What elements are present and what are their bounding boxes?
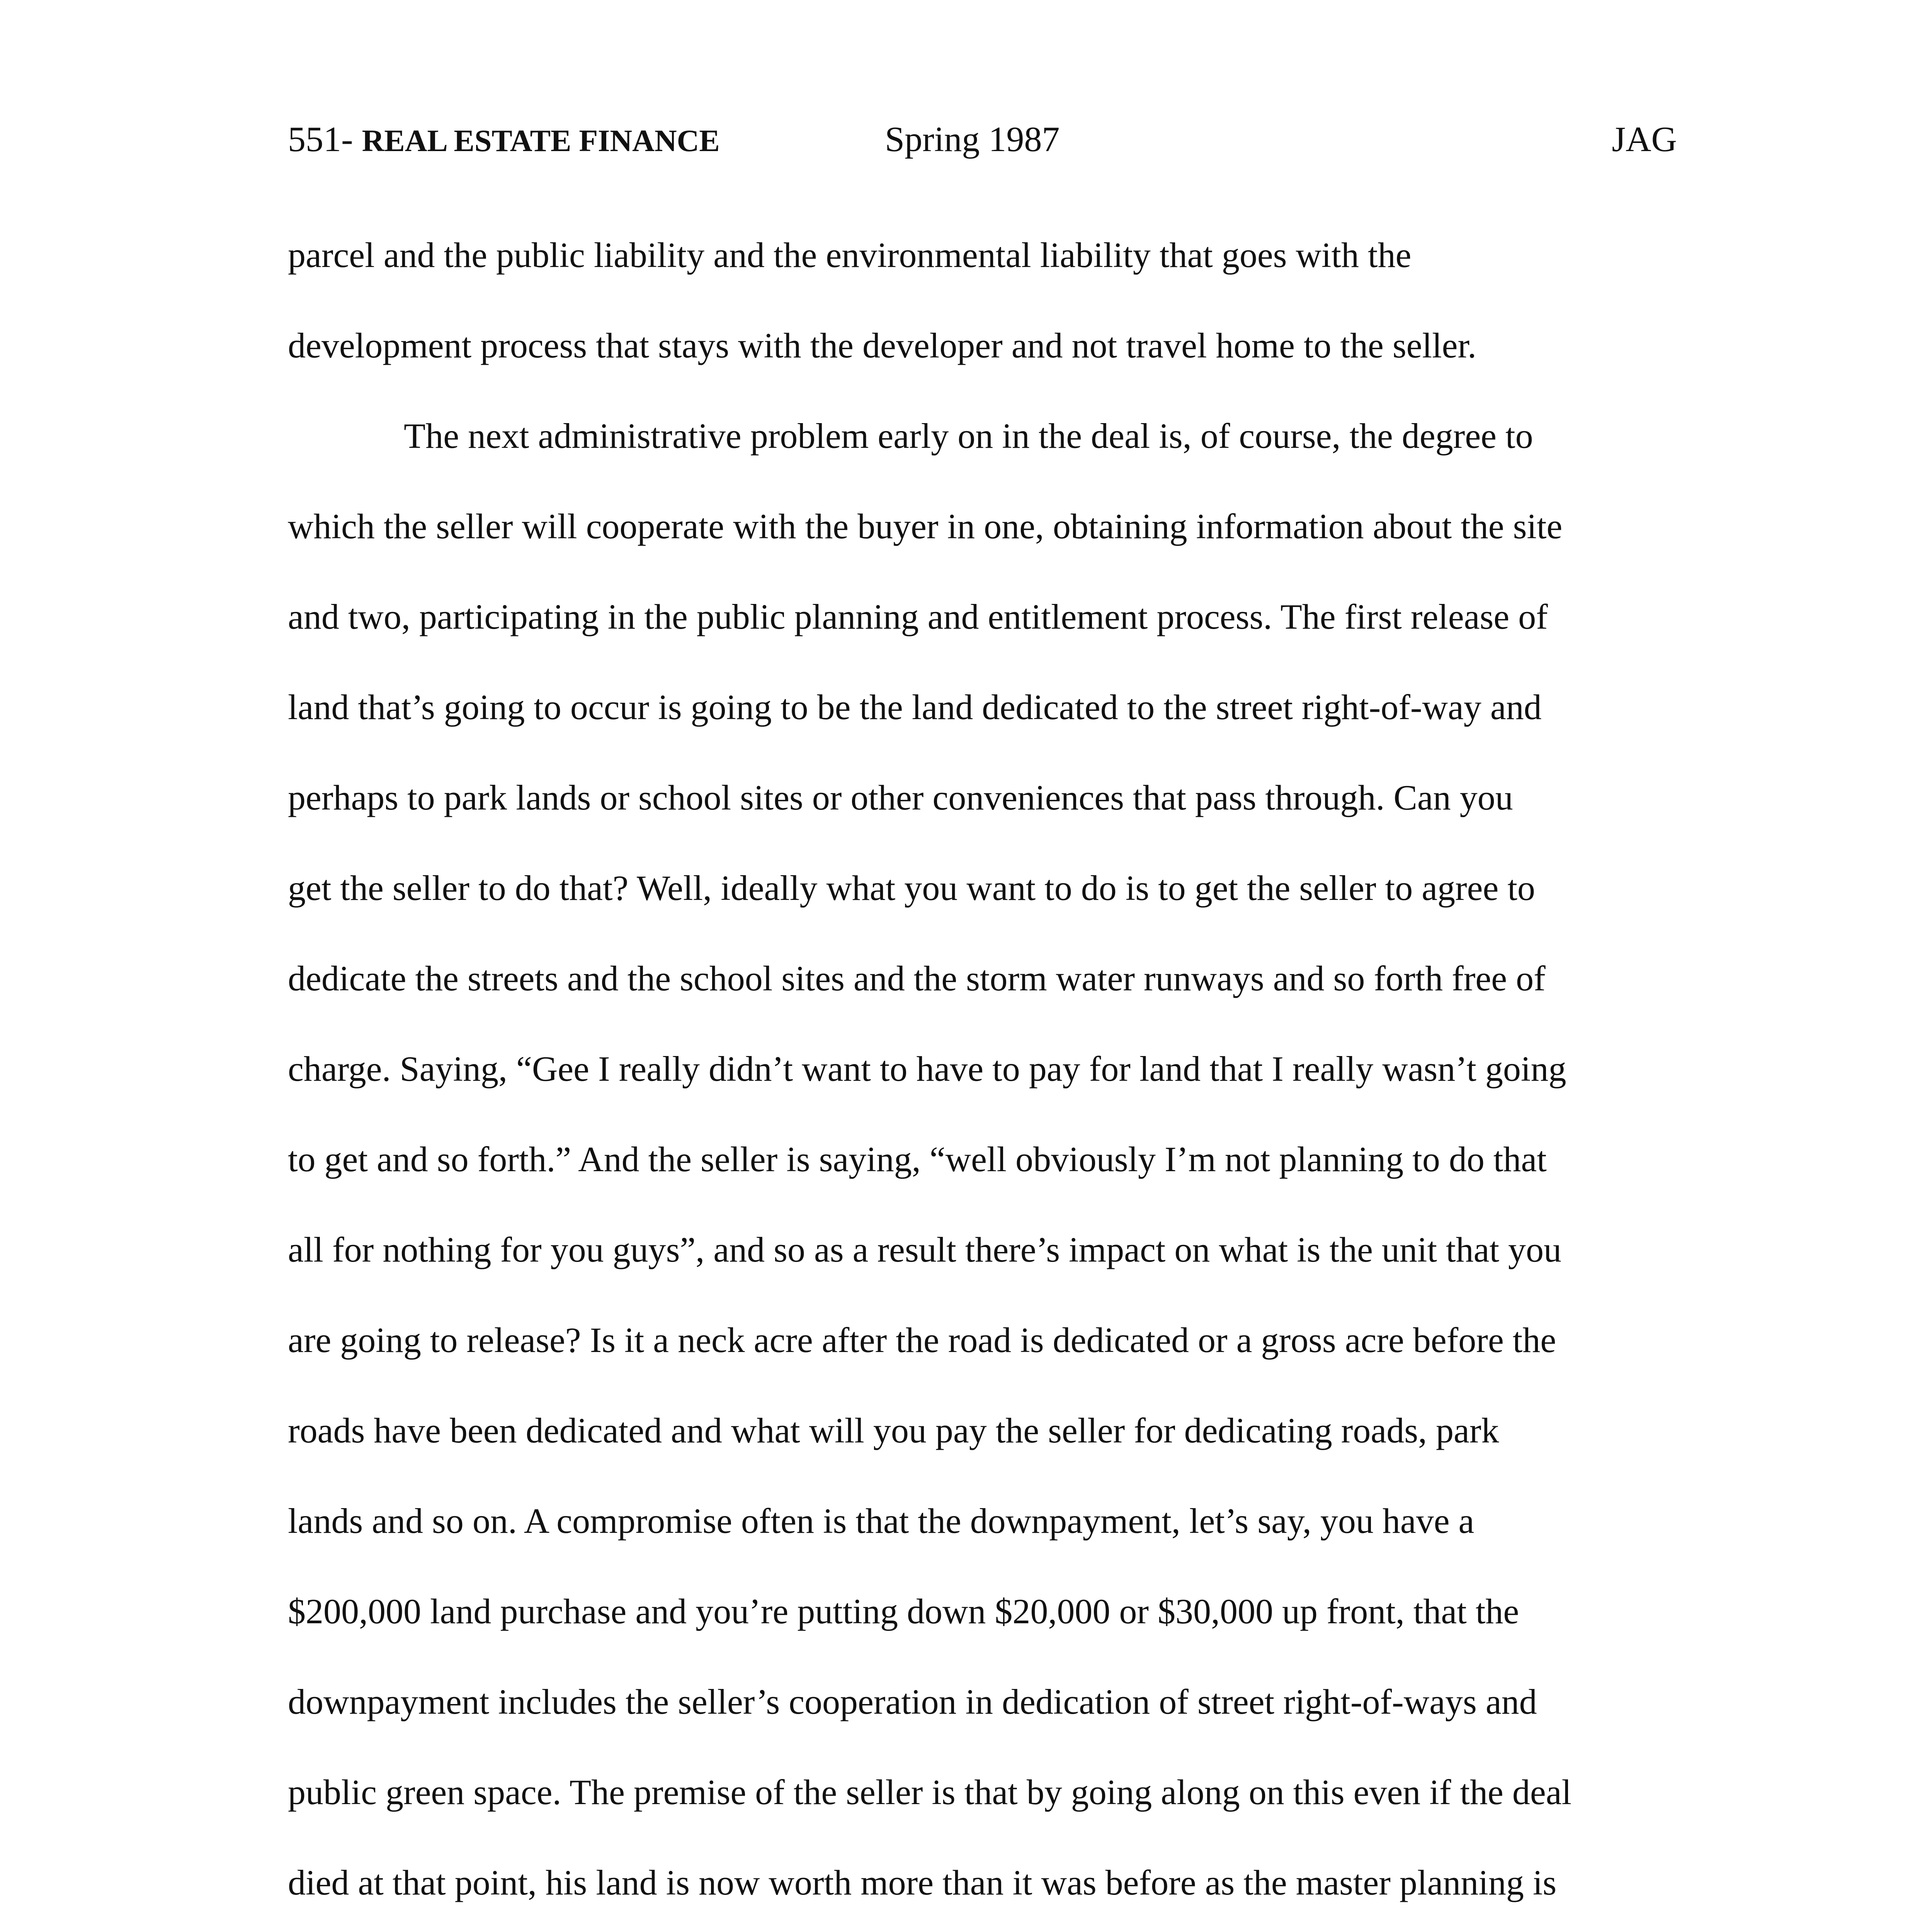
text-line: $200,000 land purchase and you’re putting down $20,000 or $30,000 up front, that the bbox=[288, 1592, 1519, 1631]
text-line: parcel and the public liability and the environmental liability that goes with the bbox=[288, 235, 1412, 275]
text-line: get the seller to do that? Well, ideally what you want to do is to get the seller to agree to bbox=[288, 868, 1535, 908]
text-line: dedicate the streets and the school sites and the storm water runways and so forth free of bbox=[288, 959, 1546, 998]
paragraph-start-line: The next administrative problem early on in the deal is, of course, the degree to bbox=[404, 416, 1533, 456]
text-line: died at that point, his land is now worth more than it was before as the master planning is bbox=[288, 1863, 1557, 1902]
term-label: Spring 1987 bbox=[885, 119, 1060, 159]
text-line: to get and so forth.” And the seller is saying, “well obviously I’m not planning to do that bbox=[288, 1139, 1547, 1179]
text-line: and two, participating in the public planning and entitlement process. The first release of bbox=[288, 597, 1548, 636]
course-title: REAL ESTATE FINANCE bbox=[362, 124, 720, 158]
course-heading bbox=[288, 116, 720, 164]
text-line: which the seller will cooperate with the buyer in one, obtaining information about the site bbox=[288, 507, 1563, 546]
text-line: all for nothing for you guys”, and so as a result there’s impact on what is the unit that you bbox=[288, 1230, 1562, 1269]
text-line: charge. Saying, “Gee I really didn’t want to have to pay for land that I really wasn’t going bbox=[288, 1049, 1566, 1088]
text-line: roads have been dedicated and what will you pay the seller for dedicating roads, park bbox=[288, 1411, 1499, 1450]
text-line: development process that stays with the developer and not travel home to the seller. bbox=[288, 326, 1477, 365]
text-line: public green space. The premise of the seller is that by going along on this even if the deal bbox=[288, 1772, 1572, 1812]
text-line: are going to release? Is it a neck acre after the road is dedicated or a gross acre before the bbox=[288, 1320, 1556, 1360]
text-line: lands and so on. A compromise often is that the downpayment, let’s say, you have a bbox=[288, 1501, 1475, 1541]
body-text bbox=[288, 230, 1683, 1932]
author-initials: JAG bbox=[1612, 119, 1677, 159]
course-number: 551- bbox=[288, 119, 353, 159]
text-line: land that’s going to occur is going to be the land dedicated to the street right-of-way and bbox=[288, 687, 1542, 727]
page-header bbox=[288, 116, 1677, 162]
text-line: downpayment includes the seller’s cooperation in dedication of street right-of-ways and bbox=[288, 1682, 1537, 1721]
text-line: perhaps to park lands or school sites or other conveniences that pass through. Can you bbox=[288, 778, 1513, 817]
